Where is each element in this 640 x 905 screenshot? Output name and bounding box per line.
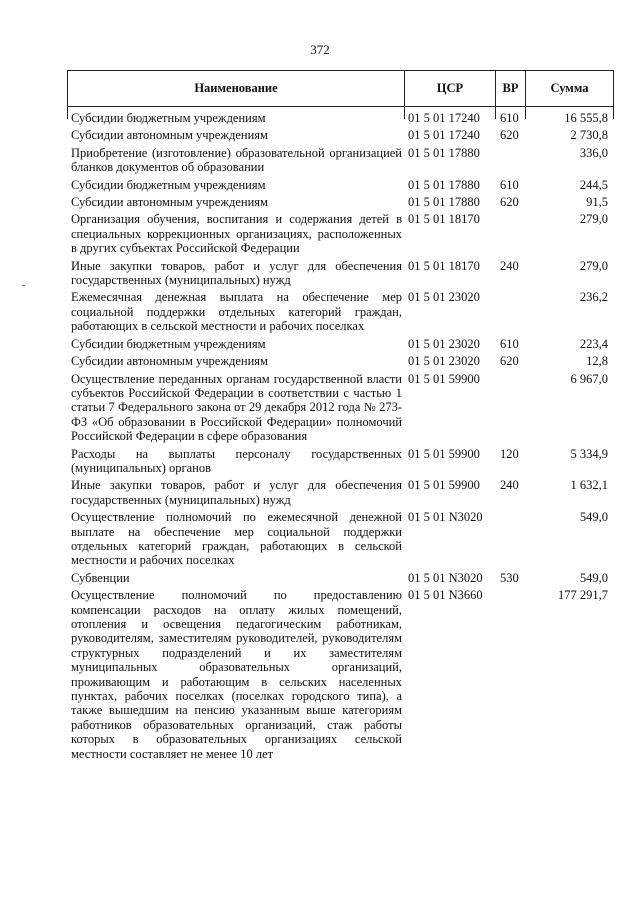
row-sum: 336,0 — [579, 145, 608, 160]
row-csr: 01 5 01 17880 — [408, 177, 480, 192]
row-vr: 240 — [500, 258, 519, 273]
row-sum: 12,8 — [586, 354, 608, 369]
table-header — [67, 70, 614, 107]
row-name: Осуществление переданных органам государственной власти субъектов Российской Федерации в соответствии с частью 1 статьи 7 Федерального закона от 29 декабря 2012 года № 273-ФЗ «Об образовании в Российской Федерации» полномочий Российской Федерации в сфере образования — [71, 371, 402, 444]
row-name: Субсидии автономным учреждениям — [71, 195, 268, 210]
row-vr — [498, 588, 534, 761]
row-sum: 244,5 — [579, 177, 608, 192]
row-vr: 610 — [500, 111, 519, 125]
header-csr: ЦСР — [405, 71, 496, 106]
row-vr: 620 — [500, 195, 519, 210]
row-sum: 236,2 — [579, 290, 608, 305]
header-vr: ВР — [496, 71, 526, 106]
row-vr — [498, 212, 534, 255]
margin-mark — [22, 285, 25, 286]
row-vr: 120 — [500, 446, 519, 461]
row-sum: 1 632,1 — [570, 478, 608, 493]
page-number: 372 — [310, 42, 330, 57]
table-row — [67, 195, 614, 209]
row-vr: 610 — [500, 177, 519, 192]
table-row — [67, 372, 614, 444]
row-csr: 01 5 01 59900 — [408, 478, 480, 493]
row-csr: 01 5 01 23020 — [408, 354, 480, 369]
row-name: Иные закупки товаров, работ и услуг для обеспечения государственных (муниципальных) нужд — [71, 478, 402, 507]
table-body — [67, 108, 614, 761]
row-sum: 91,5 — [586, 195, 608, 210]
row-csr: 01 5 01 18170 — [408, 258, 480, 273]
row-sum: 279,0 — [579, 258, 608, 273]
row-csr: 01 5 01 59900 — [408, 371, 480, 386]
row-name: Ежемесячная денежная выплата на обеспечение мер социальной поддержки отдельных категорий граждан, работающих в сельской местности и рабочих поселках — [71, 290, 402, 334]
row-csr: 01 5 01 17880 — [408, 145, 480, 160]
row-csr: 01 5 01 N3660 — [408, 588, 483, 603]
row-sum: 549,0 — [579, 510, 608, 525]
row-name: Осуществление полномочий по предоставлению компенсации расходов на оплату жилых помещений, отопления и освещения педагогическим работникам, руководителям, заместителям руководителей, руководителям структурных подразделений и их заместителям муниципальных образовательных организаций, проживающим и работающим в сельских населенных пунктах, рабочих поселках (поселках городского типа), а также вышедшим на пенсию указанным выше категориям работников образовательных организаций, стаж работы которых в образовательных организациях сельской местности составляет не менее 10 лет — [71, 588, 402, 761]
row-csr: 01 5 01 59900 — [408, 446, 480, 461]
table-row — [67, 571, 614, 585]
table-row — [67, 478, 614, 507]
table-row — [67, 128, 614, 142]
row-vr — [498, 510, 534, 568]
row-vr — [498, 290, 534, 333]
row-csr: 01 5 01 17240 — [408, 128, 480, 143]
row-sum: 5 334,9 — [570, 446, 608, 461]
row-name: Субсидии бюджетным учреждениям — [71, 177, 266, 192]
row-vr: 530 — [500, 570, 519, 585]
table-row — [67, 212, 614, 255]
table-row — [67, 111, 614, 125]
row-name: Иные закупки товаров, работ и услуг для обеспечения государственных (муниципальных) нужд — [71, 258, 402, 288]
table-row — [67, 588, 614, 761]
row-name: Субсидии бюджетным учреждениям — [71, 336, 266, 351]
row-sum: 177 291,7 — [558, 588, 608, 603]
row-name: Субсидии автономным учреждениям — [71, 128, 268, 143]
row-vr — [498, 372, 534, 444]
header-sum: Сумма — [550, 81, 589, 95]
row-sum: 223,4 — [579, 336, 608, 351]
row-csr: 01 5 01 N3020 — [408, 570, 483, 585]
row-vr — [498, 146, 534, 175]
table-row — [67, 146, 614, 175]
row-csr: 01 5 01 23020 — [408, 290, 480, 305]
row-name: Субвенции — [71, 570, 130, 585]
row-vr: 620 — [500, 128, 519, 143]
table-row — [67, 178, 614, 192]
row-csr: 01 5 01 N3020 — [408, 510, 483, 525]
row-name: Организация обучения, воспитания и содержания детей в специальных коррекционных организациях, расположенных в других субъектах Российской Федерации — [71, 212, 402, 256]
row-sum: 279,0 — [579, 212, 608, 227]
row-vr: 240 — [500, 478, 519, 493]
row-sum: 6 967,0 — [570, 371, 608, 386]
row-csr: 01 5 01 17880 — [408, 195, 480, 210]
row-name: Приобретение (изготовление) образовательной организацией бланков документов об образовании — [71, 145, 402, 175]
row-name: Осуществление полномочий по ежемесячной денежной выплате на обеспечение мер социальной поддержки отдельных категорий граждан, работающих в сельской местности и рабочих поселках — [71, 510, 402, 568]
row-sum: 549,0 — [579, 570, 608, 585]
row-sum: 16 555,8 — [564, 111, 608, 125]
row-vr: 610 — [500, 336, 519, 351]
header-name: Наименование — [68, 71, 405, 106]
row-csr: 01 5 01 17240 — [408, 111, 480, 125]
table-row — [67, 447, 614, 476]
row-csr: 01 5 01 23020 — [408, 336, 480, 351]
table-row — [67, 510, 614, 568]
row-csr: 01 5 01 18170 — [408, 212, 480, 227]
row-sum: 2 730,8 — [570, 128, 608, 143]
row-vr: 620 — [500, 354, 519, 369]
row-name: Расходы на выплаты персоналу государственных (муниципальных) органов — [71, 446, 402, 475]
table-row — [67, 337, 614, 351]
table-row — [67, 259, 614, 288]
row-name: Субсидии автономным учреждениям — [71, 354, 268, 369]
table-row — [67, 354, 614, 368]
row-name: Субсидии бюджетным учреждениям — [71, 111, 266, 125]
table-row — [67, 290, 614, 333]
